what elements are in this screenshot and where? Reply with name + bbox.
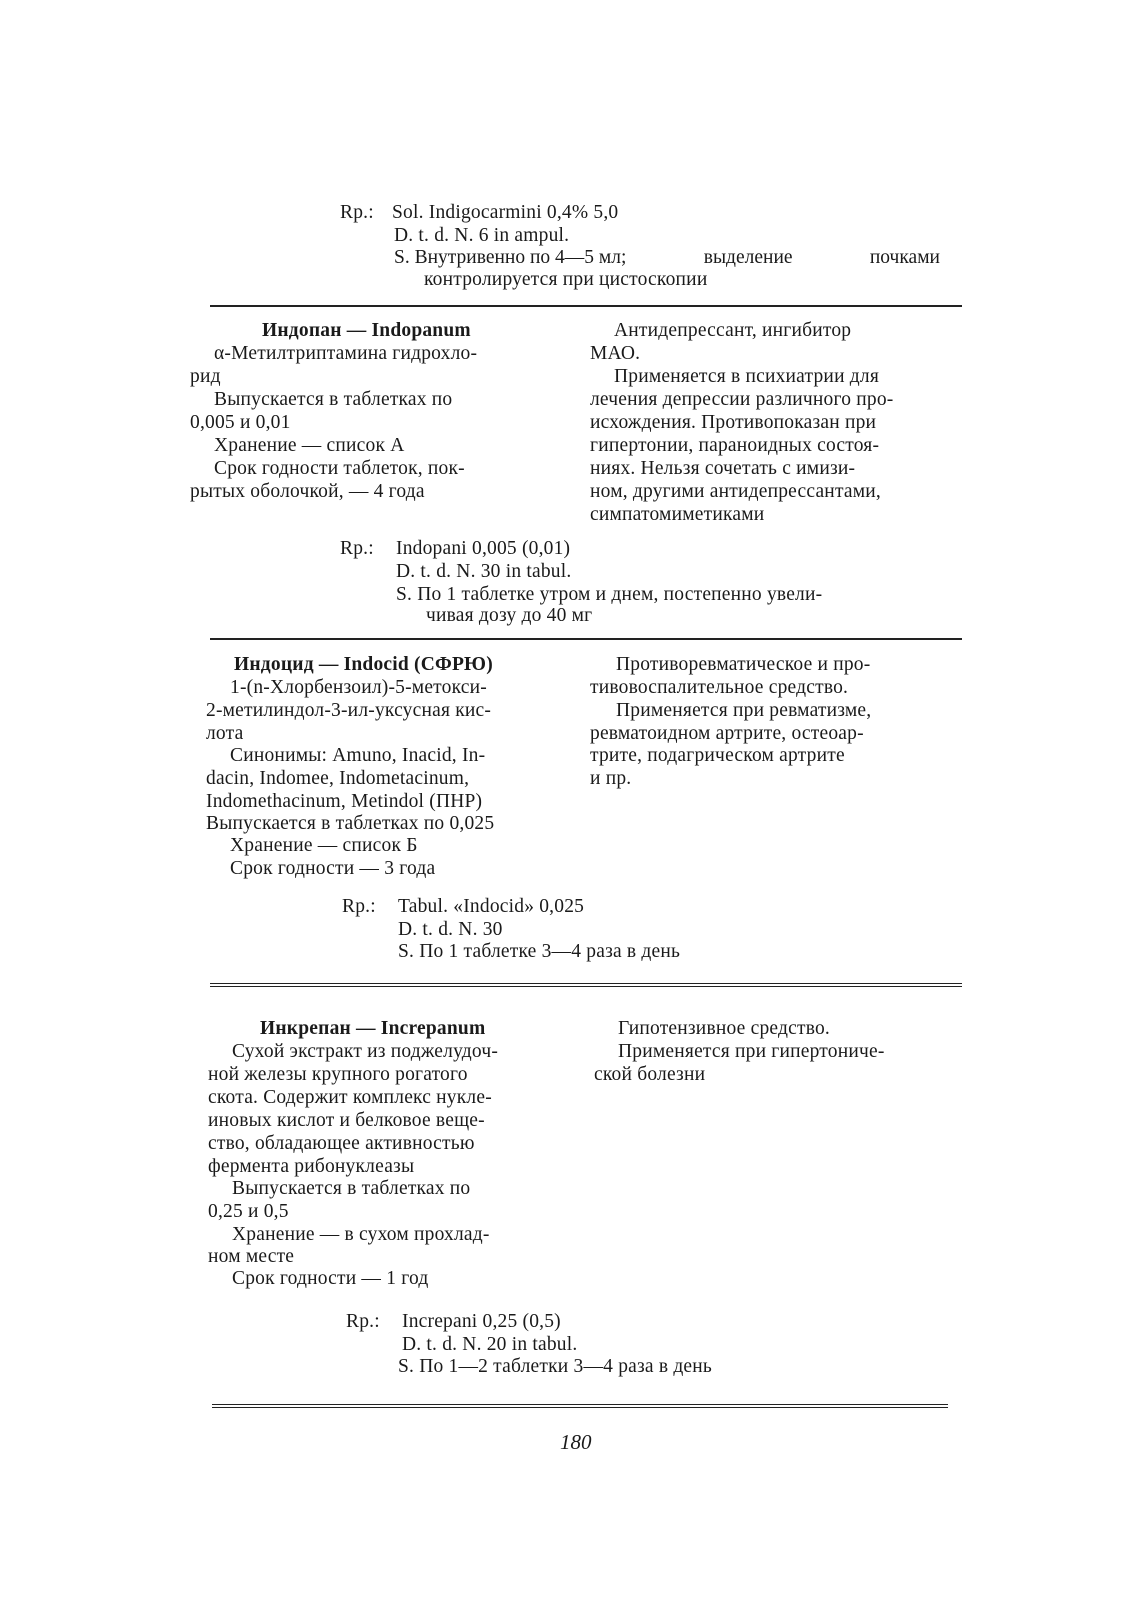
entry-left-line: рытых оболочкой, — 4 года [190,481,425,502]
entry-left-line: фермента рибонуклеазы [208,1156,415,1177]
entry-left-line: Срок годности таблеток, пок- [214,458,465,479]
prescription-line: чивая дозу до 40 мг [426,605,593,626]
prescription-line: S. По 1 таблетке 3—4 раза в день [398,941,681,962]
entry-left-line: 0,005 и 0,01 [190,412,291,433]
entry-right-line: Антидепрессант, ингибитор [614,320,852,341]
entry-right-line: тивовоспалительное средство. [590,677,849,698]
rp-label: Rp.: [340,538,374,559]
entry-left-line: Хранение — список Б [230,835,418,856]
entry-title: Индопан — Indopanum [262,320,471,341]
entry-right-line: гипертонии, параноидных состоя- [590,435,880,456]
prescription-line: D. t. d. N. 20 in tabul. [402,1334,578,1355]
entry-right-line: симпатомиметиками [590,504,765,525]
prescription-line: Increpani 0,25 (0,5) [402,1311,561,1332]
section-divider [210,638,962,640]
entry-left-line: Выпускается в таблетках по 0,025 [206,813,495,834]
section-divider [212,1404,948,1405]
section-divider [210,983,962,984]
entry-left-line: 2-метилиндол-3-ил-уксусная кис- [206,700,492,721]
rp-label: Rp.: [340,202,374,223]
entry-right-line: ской болезни [594,1064,706,1085]
entry-left-line: иновых кислот и белковое веще- [208,1110,485,1131]
prescription-line: Indopani 0,005 (0,01) [396,538,571,559]
prescription-line: D. t. d. N. 30 [398,919,503,940]
entry-left-line: рид [190,366,221,387]
prescription-line: контролируется при цистоскопии [424,269,708,290]
prescription-line: D. t. d. N. 30 in tabul. [396,561,572,582]
entry-left-line: Indomethacinum, Metindol (ПНР) [206,791,483,812]
prescription-line: Sol. Indigocarmini 0,4% 5,0 [392,202,619,223]
entry-title: Индоцид — Indocid (СФРЮ) [234,654,493,675]
entry-right-line: МАО. [590,343,641,364]
entry-right-line: трите, подагрическом артрите [590,745,845,766]
entry-left-line: Хранение — в сухом прохлад- [232,1224,490,1245]
entry-left-line: 0,25 и 0,5 [208,1201,289,1222]
entry-title: Инкрепан — Increpanum [260,1018,486,1039]
entry-left-line: Выпускается в таблетках по [232,1178,471,1199]
prescription-line: Tabul. «Indocid» 0,025 [398,896,585,917]
entry-left-line: Сухой экстракт из поджелудоч- [232,1041,499,1062]
entry-right-line: Применяется при ревматизме, [616,700,872,721]
entry-left-line: ном месте [208,1246,295,1267]
entry-left-line: Синонимы: Amuno, Inacid, In- [230,745,486,766]
entry-left-line: Хранение — список А [214,435,405,456]
prescription-line: D. t. d. N. 6 in ampul. [394,225,570,246]
section-divider [210,305,962,307]
page-number: 180 [560,1430,592,1454]
entry-right-line: ном, другими антидепрессантами, [590,481,882,502]
rp-label: Rp.: [342,896,376,917]
prescription-line: S. По 1—2 таблетки 3—4 раза в день [398,1356,713,1377]
entry-left-line: Срок годности — 3 года [230,858,436,879]
entry-right-line: ревматоидном артрите, остеоар- [590,723,864,744]
prescription-line-justified: S. Внутривенно по 4—5 мл; выделение почками [394,247,940,268]
entry-right-line: и пр. [590,768,632,789]
entry-left-line: Выпускается в таблетках по [214,389,453,410]
entry-left-line: 1-(n-Хлорбензоил)-5-метокси- [230,677,487,698]
entry-left-line: α-Метилтриптамина гидрохло- [214,343,478,364]
entry-right-line: Применяется в психиатрии для [614,366,880,387]
entry-right-line: ниях. Нельзя сочетать с имизи- [590,458,856,479]
rp-label: Rp.: [346,1311,380,1332]
entry-left-line: ство, обладающее активностью [208,1133,475,1154]
entry-left-line: Срок годности — 1 год [232,1268,429,1289]
entry-right-line: Противоревматическое и про- [616,654,871,675]
entry-right-line: исхождения. Противопоказан при [590,412,877,433]
entry-right-line: Гипотензивное средство. [618,1018,831,1039]
entry-left-line: dacin, Indomee, Indometacinum, [206,768,470,789]
entry-right-line: Применяется при гипертониче- [618,1041,885,1062]
entry-left-line: ной железы крупного рогатого [208,1064,468,1085]
entry-left-line: лота [206,723,244,744]
entry-right-line: лечения депрессии различного про- [590,389,894,410]
prescription-line: S. По 1 таблетке утром и днем, постепенно увели- [396,584,823,605]
entry-left-line: скота. Содержит комплекс нукле- [208,1087,492,1108]
